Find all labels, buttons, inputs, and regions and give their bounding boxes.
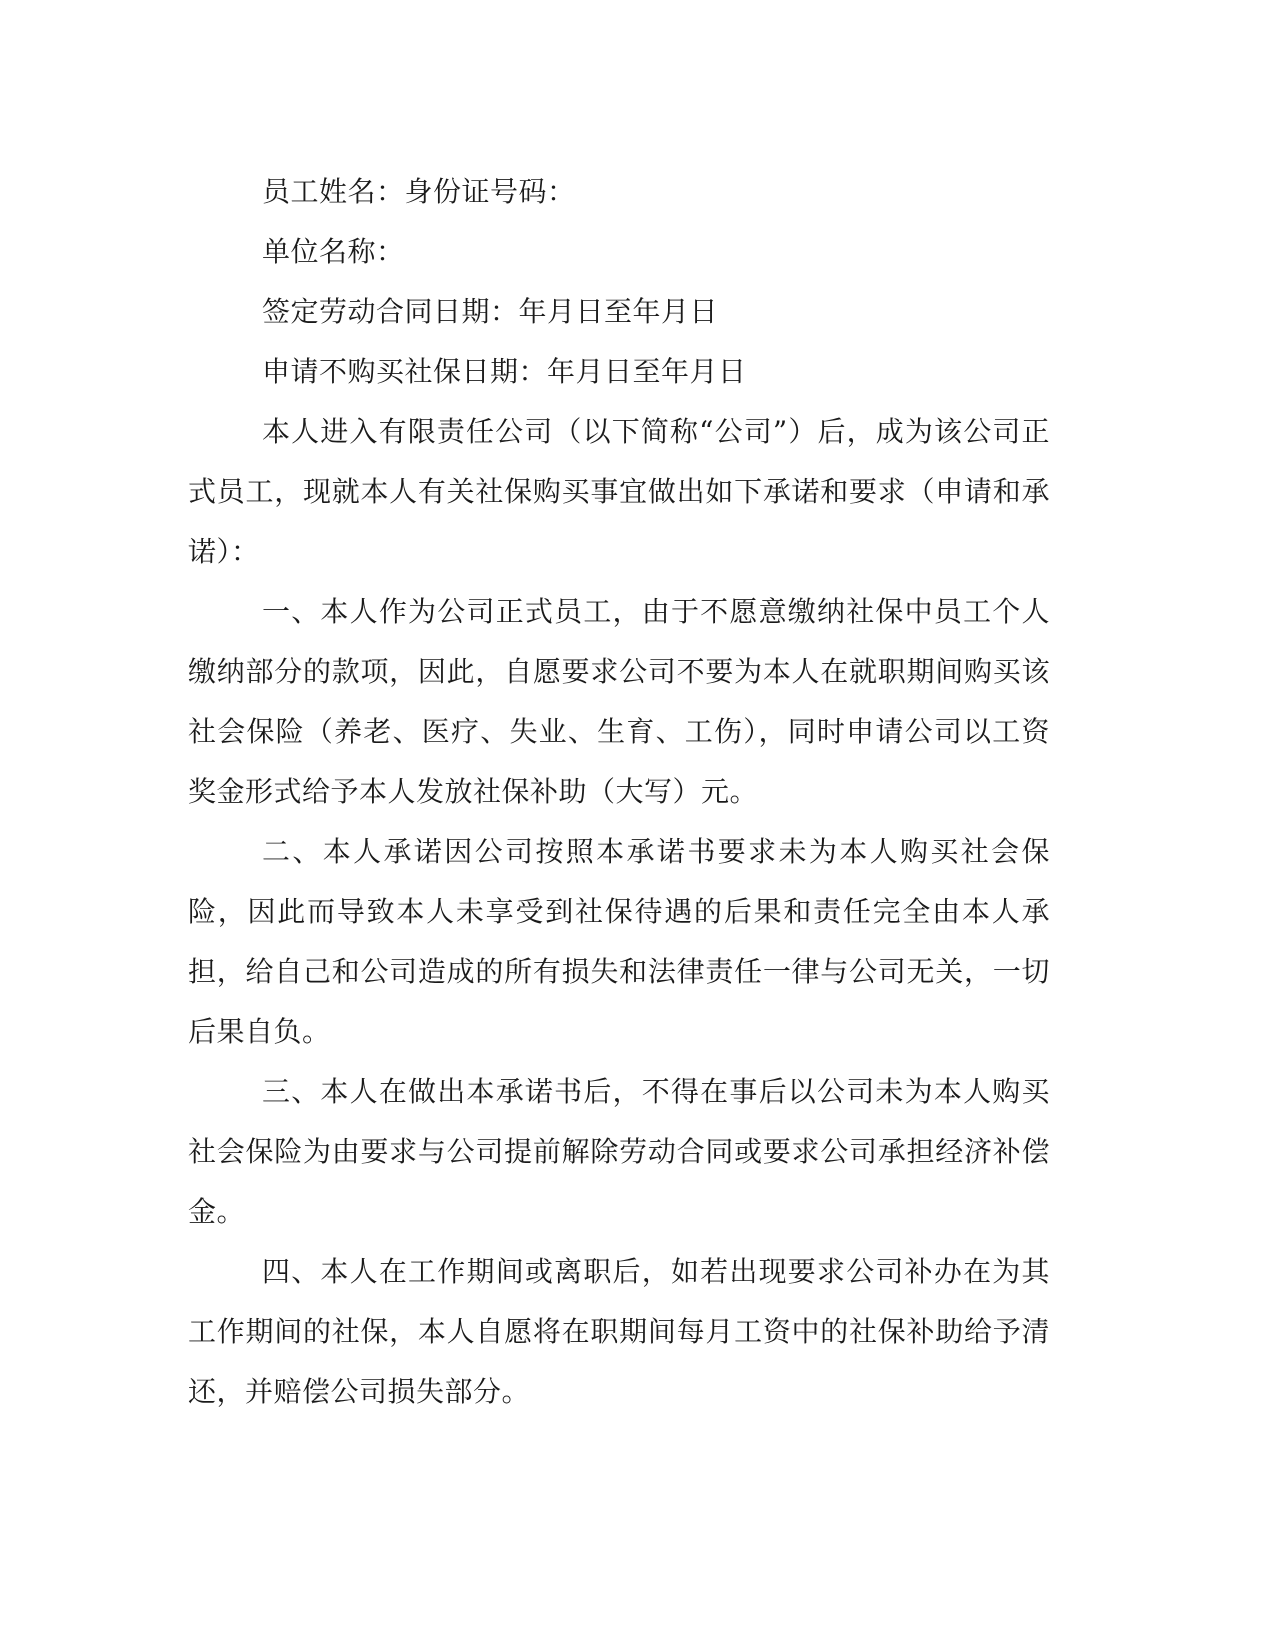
no-insurance-date-field: 申请不购买社保日期：年月日至年月日 [262,355,747,388]
clause-1-paragraph: 一、本人作为公司正式员工，由于不愿意缴纳社保中员工个人缴纳部分的款项，因此，自愿要求公司不要为本人在就职期间购买该社会保险（养老、医疗、失业、生育、工伤），同时申请公司以工资奖金形式给予本人发放社保补助（大写）元。 [188,595,1050,808]
clause-3-paragraph: 三、本人在做出本承诺书后，不得在事后以公司未为本人购买社会保险为由要求与公司提前解除劳动合同或要求公司承担经济补偿金。 [188,1075,1050,1228]
contract-date-field: 签定劳动合同日期：年月日至年月日 [262,295,719,328]
intro-paragraph: 本人进入有限责任公司（以下简称“公司”）后，成为该公司正式员工，现就本人有关社保购买事宜做出如下承诺和要求（申请和承诺）： [188,415,1050,568]
document-body [188,162,1050,1422]
clause-2-paragraph: 二、本人承诺因公司按照本承诺书要求未为本人购买社会保险，因此而导致本人未享受到社保待遇的后果和责任完全由本人承担，给自己和公司造成的所有损失和法律责任一律与公司无关，一切后果自负。 [188,835,1050,1048]
clause-4-paragraph: 四、本人在工作期间或离职后，如若出现要求公司补办在为其工作期间的社保，本人自愿将在职期间每月工资中的社保补助给予清还，并赔偿公司损失部分。 [188,1255,1050,1408]
employee-name-id-field: 员工姓名：身份证号码： [262,175,576,208]
company-name-field: 单位名称： [262,235,405,268]
